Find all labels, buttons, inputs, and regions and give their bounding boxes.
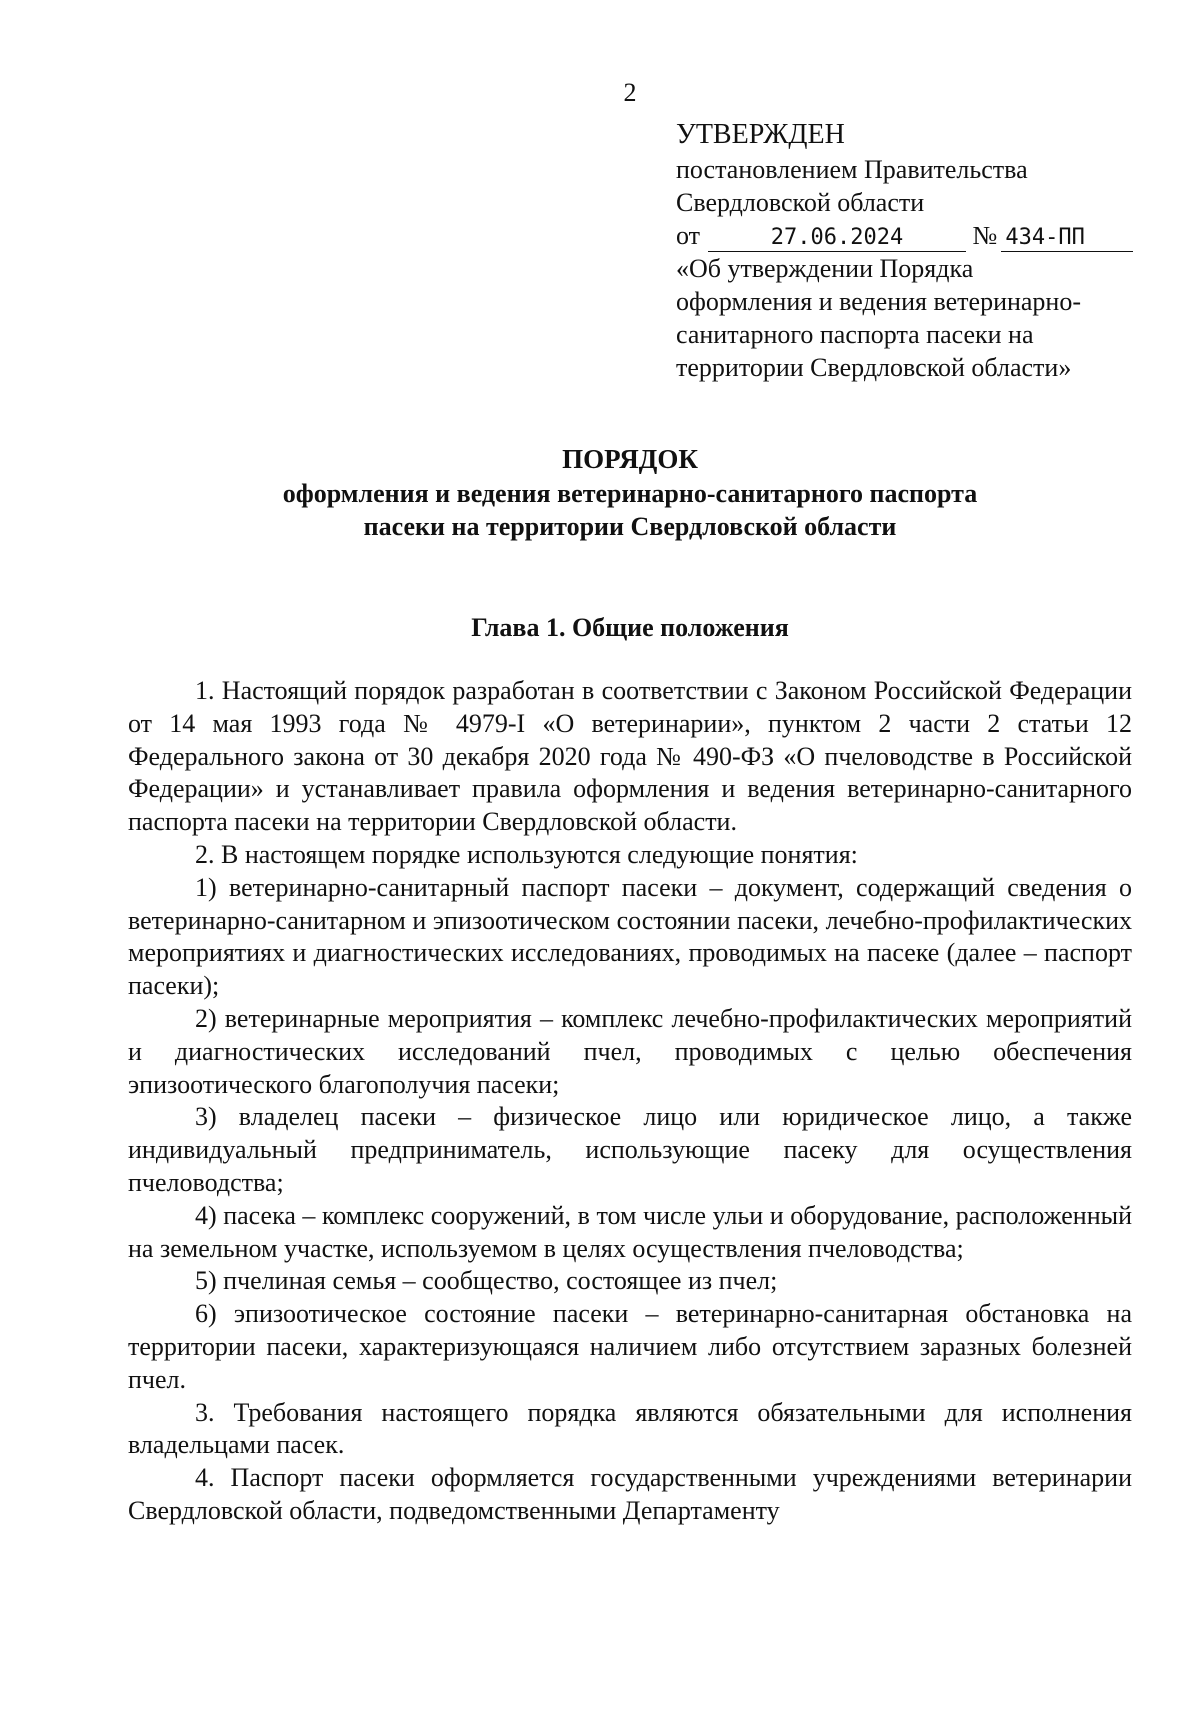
approval-stamp-block xyxy=(676,117,1176,384)
from-label: от xyxy=(676,221,701,250)
title-line-1: оформления и ведения ветеринарно-санитарного паспорта xyxy=(282,479,978,508)
paragraph: 1. Настоящий порядок разработан в соответствии с Законом Российской Федерации от 14 мая 1993 года № 4979-I «О ветеринарии», пунктом 2 части 2 статьи 12 Федерального закона от 30 декабря 2020 года № 490-ФЗ «О пчеловодстве в Российской Федерации» и устанавливает правила оформления и ведения ветеринарно-санитарного паспорта пасеки на территории Свердловской области. xyxy=(128,676,1132,837)
document-title xyxy=(0,443,1200,543)
paragraph: 6) эпизоотическое состояние пасеки – ветеринарно-санитарная обстановка на территории пасеки, характеризующаяся наличием либо отсутствием заразных болезней пчел. xyxy=(128,1299,1132,1394)
paragraph: 3) владелец пасеки – физическое лицо или юридическое лицо, а также индивидуальный предприниматель, использующие пасеку для осуществления пчеловодства; xyxy=(128,1102,1132,1197)
paragraph: 3. Требования настоящего порядка являются обязательными для исполнения владельцами пасек. xyxy=(128,1397,1132,1460)
decree-number: 434-ПП xyxy=(1001,225,1133,252)
paragraph: 1) ветеринарно-санитарный паспорт пасеки – документ, содержащий сведения о ветеринарно-санитарном и эпизоотическом состоянии пасеки, лечебно-профилактических мероприятиях и диагностических исследованиях, проводимых на пасеке (далее – паспорт пасеки); xyxy=(128,872,1132,1001)
document-body xyxy=(128,675,1132,1528)
chapter-heading: Глава 1. Общие положения xyxy=(471,613,789,642)
title-main: ПОРЯДОК xyxy=(562,444,698,474)
paragraph: 4. Паспорт пасеки оформляется государственными учреждениями ветеринарии Свердловской области, подведомственными Департаменту xyxy=(128,1463,1132,1525)
paragraph: 2) ветеринарные мероприятия – комплекс лечебно-профилактических мероприятий и диагностических исследований пчел, проводимых с целью обеспечения эпизоотического благополучия пасеки; xyxy=(128,1003,1132,1099)
paragraph: 4) пасека – комплекс сооружений, в том числе ульи и оборудование, расположенный на земельном участке, используемом в целях осуществления пчеловодства; xyxy=(128,1200,1132,1263)
approval-line-1: постановлением Правительства xyxy=(676,155,1028,184)
approval-date-number-line xyxy=(676,219,1176,252)
approval-about-line: территории Свердловской области» xyxy=(676,353,1072,382)
approval-about-line: оформления и ведения ветеринарно- xyxy=(676,287,1082,316)
approval-about-line: санитарного паспорта пасеки на xyxy=(676,320,1034,349)
number-sign: № xyxy=(972,221,998,250)
approved-label: УТВЕРЖДЕН xyxy=(676,119,845,150)
approval-line-2: Свердловской области xyxy=(676,188,925,217)
paragraph: 2. В настоящем порядке используются следующие понятия: xyxy=(195,839,858,869)
approval-about-line: «Об утверждении Порядка xyxy=(676,254,974,283)
page-number: 2 xyxy=(623,78,637,107)
title-line-2: пасеки на территории Свердловской области xyxy=(363,512,897,541)
paragraph: 5) пчелиная семья – сообщество, состоящее из пчел; xyxy=(195,1266,778,1296)
decree-date: 27.06.2024 xyxy=(708,225,966,252)
